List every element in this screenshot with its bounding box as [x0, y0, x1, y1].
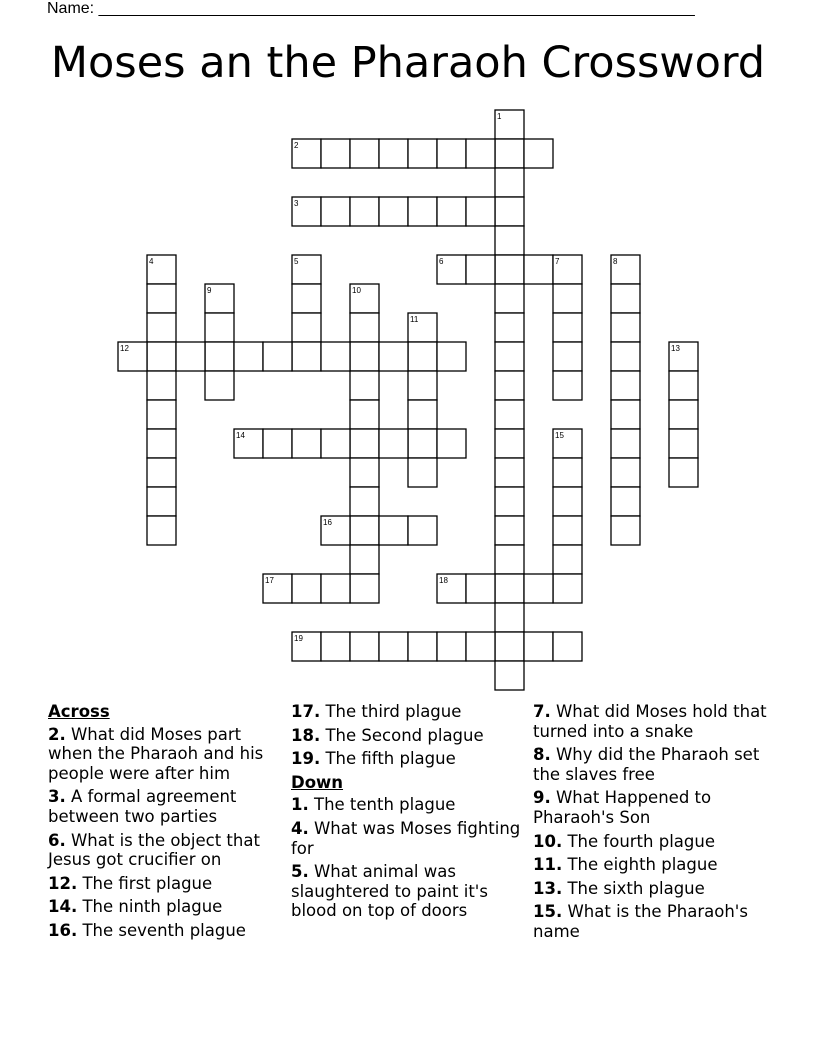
- grid-cell[interactable]: [350, 574, 379, 603]
- grid-cell[interactable]: [292, 342, 321, 371]
- clue-item: [291, 819, 527, 858]
- clue-number: 13.: [533, 878, 563, 898]
- clue-column-3: [533, 702, 773, 946]
- clue-item: [291, 702, 527, 722]
- clue-item: [48, 874, 284, 894]
- grid-cell[interactable]: [350, 632, 379, 661]
- clue-number: 19.: [291, 749, 321, 769]
- grid-cell[interactable]: [611, 371, 640, 400]
- grid-cell[interactable]: [495, 429, 524, 458]
- clue-item: [48, 725, 284, 784]
- clue-number: 17.: [291, 702, 321, 721]
- grid-cell[interactable]: [205, 371, 234, 400]
- clue-text: The first plague: [77, 873, 213, 893]
- cell-number: 3: [294, 199, 299, 208]
- grid-cell[interactable]: [350, 429, 379, 458]
- clue-text: What Happened to Pharaoh's Son: [533, 788, 712, 827]
- grid-cell[interactable]: [437, 139, 466, 168]
- grid-cell[interactable]: [611, 284, 640, 313]
- grid-cell[interactable]: [321, 429, 350, 458]
- grid-cell[interactable]: [495, 632, 524, 661]
- grid-cell[interactable]: [379, 139, 408, 168]
- clue-item: [291, 862, 527, 921]
- down-heading: Down: [291, 772, 344, 792]
- grid-cell[interactable]: [350, 139, 379, 168]
- grid-cell[interactable]: [437, 197, 466, 226]
- grid-cell[interactable]: [553, 545, 582, 574]
- cell-number: 13: [671, 344, 680, 353]
- grid-cell[interactable]: [408, 458, 437, 487]
- grid-cell[interactable]: [321, 342, 350, 371]
- grid-cell[interactable]: [495, 139, 524, 168]
- grid-cell[interactable]: [437, 342, 466, 371]
- clue-text: The seventh plague: [77, 920, 246, 940]
- grid-cell[interactable]: [321, 197, 350, 226]
- clue-number: 1.: [291, 795, 309, 815]
- grid-cell[interactable]: [495, 545, 524, 574]
- grid-cell[interactable]: [147, 342, 176, 371]
- grid-cell[interactable]: [495, 400, 524, 429]
- grid-cell[interactable]: [147, 516, 176, 545]
- grid-cell[interactable]: [263, 429, 292, 458]
- clue-number: 4.: [291, 818, 309, 838]
- clue-number: 11.: [533, 855, 563, 875]
- grid-cell[interactable]: [466, 632, 495, 661]
- grid-cell[interactable]: [611, 342, 640, 371]
- grid-cell[interactable]: [553, 458, 582, 487]
- cell-number: 6: [439, 257, 444, 266]
- clue-text: The tenth plague: [308, 795, 456, 815]
- grid-cell[interactable]: [495, 284, 524, 313]
- clue-text: The ninth plague: [77, 897, 223, 917]
- grid-cell[interactable]: [495, 342, 524, 371]
- cell-number: 7: [555, 257, 560, 266]
- grid-cell[interactable]: [553, 284, 582, 313]
- grid-cell[interactable]: [379, 632, 408, 661]
- clue-item: [533, 855, 773, 875]
- clue-item: [533, 879, 773, 899]
- grid-cell[interactable]: [292, 284, 321, 313]
- grid-cell[interactable]: [379, 516, 408, 545]
- clue-number: 15.: [533, 902, 563, 922]
- grid-cell[interactable]: [408, 139, 437, 168]
- grid-cell[interactable]: [466, 255, 495, 284]
- clue-column-2: [291, 702, 527, 925]
- grid-cell[interactable]: [495, 458, 524, 487]
- grid-cell[interactable]: [524, 574, 553, 603]
- grid-cell[interactable]: [611, 487, 640, 516]
- cell-number: 19: [294, 634, 303, 643]
- grid-cell[interactable]: [350, 487, 379, 516]
- cell-number: 2: [294, 141, 299, 150]
- cell-number: 5: [294, 257, 299, 266]
- grid-cell[interactable]: [553, 516, 582, 545]
- grid-cell[interactable]: [292, 574, 321, 603]
- grid-cell[interactable]: [611, 400, 640, 429]
- clue-text: What is the object that Jesus got crucifier on: [48, 830, 260, 870]
- cell-number: 1: [497, 112, 502, 121]
- clue-text: The Second plague: [320, 725, 484, 745]
- grid-cell[interactable]: [408, 516, 437, 545]
- grid-cell[interactable]: [669, 458, 698, 487]
- cell-number: 11: [410, 315, 419, 324]
- grid-cell[interactable]: [553, 632, 582, 661]
- clue-number: 8.: [533, 745, 551, 765]
- grid-cell[interactable]: [553, 487, 582, 516]
- clue-item: [533, 702, 773, 741]
- grid-cell[interactable]: [379, 429, 408, 458]
- clue-number: 7.: [533, 702, 551, 721]
- grid-cell[interactable]: [205, 342, 234, 371]
- clue-item: [291, 726, 527, 746]
- cell-number: 18: [439, 576, 448, 585]
- grid-cell[interactable]: [321, 632, 350, 661]
- clue-item: [533, 745, 773, 784]
- grid-cell[interactable]: [147, 371, 176, 400]
- clue-text: What was Moses fighting for: [291, 818, 521, 858]
- grid-cell[interactable]: [553, 313, 582, 342]
- grid-cell[interactable]: [147, 429, 176, 458]
- grid-cell[interactable]: [437, 632, 466, 661]
- clue-text: What did Moses part when the Pharaoh and his people were after him: [48, 724, 264, 783]
- grid-cell[interactable]: [495, 371, 524, 400]
- clue-text: The fourth plague: [562, 831, 715, 851]
- grid-cell[interactable]: [147, 458, 176, 487]
- grid-cell[interactable]: [466, 197, 495, 226]
- grid-cell[interactable]: [553, 574, 582, 603]
- grid-cell[interactable]: [350, 545, 379, 574]
- grid-cell[interactable]: [553, 371, 582, 400]
- grid-cell[interactable]: [176, 342, 205, 371]
- grid-cell[interactable]: [350, 516, 379, 545]
- cell-number: 15: [555, 431, 564, 440]
- grid-cell[interactable]: [147, 487, 176, 516]
- grid-cell[interactable]: [495, 516, 524, 545]
- clue-number: 9.: [533, 788, 551, 808]
- clue-item: [533, 902, 773, 941]
- clue-text: What animal was slaughtered to paint it's blood on top of doors: [291, 862, 488, 921]
- grid-cell[interactable]: [611, 516, 640, 545]
- grid-cell[interactable]: [408, 197, 437, 226]
- grid-cell[interactable]: [524, 632, 553, 661]
- grid-cell[interactable]: [350, 371, 379, 400]
- grid-cell[interactable]: [437, 429, 466, 458]
- cell-number: 4: [149, 257, 154, 266]
- clue-text: The sixth plague: [562, 878, 705, 898]
- grid-cell[interactable]: [408, 632, 437, 661]
- cell-number: 8: [613, 257, 618, 266]
- grid-cell[interactable]: [292, 429, 321, 458]
- grid-cell[interactable]: [524, 139, 553, 168]
- grid-cell[interactable]: [495, 168, 524, 197]
- grid-cell[interactable]: [495, 226, 524, 255]
- clue-item: [533, 788, 773, 827]
- grid-cell[interactable]: [234, 342, 263, 371]
- cell-number: 17: [265, 576, 274, 585]
- clue-text: What did Moses hold that turned into a snake: [533, 702, 767, 741]
- grid-cell[interactable]: [147, 313, 176, 342]
- clue-item: [48, 831, 284, 870]
- clue-number: 18.: [291, 725, 321, 745]
- grid-cell[interactable]: [350, 458, 379, 487]
- grid-cell[interactable]: [321, 139, 350, 168]
- grid-cell[interactable]: [350, 313, 379, 342]
- clue-number: 6.: [48, 830, 66, 850]
- clue-column-1: [48, 702, 284, 945]
- grid-cell[interactable]: [321, 574, 350, 603]
- cell-number: 12: [120, 344, 129, 353]
- clue-number: 10.: [533, 831, 563, 851]
- cell-number: 10: [352, 286, 361, 295]
- clue-text: Why did the Pharaoh set the slaves free: [533, 745, 760, 784]
- grid-cell[interactable]: [350, 342, 379, 371]
- cell-number: 9: [207, 286, 212, 295]
- grid-cell[interactable]: [524, 255, 553, 284]
- grid-cell[interactable]: [292, 313, 321, 342]
- page-title: Moses an the Pharaoh Crossword: [50, 38, 766, 88]
- clue-item: [291, 749, 527, 769]
- clue-text: What is the Pharaoh's name: [533, 902, 748, 941]
- across-heading: Across: [48, 702, 110, 721]
- clue-number: 5.: [291, 862, 309, 882]
- grid-cell[interactable]: [466, 574, 495, 603]
- clue-number: 12.: [48, 873, 78, 893]
- grid-cell[interactable]: [379, 342, 408, 371]
- grid-cell[interactable]: [611, 458, 640, 487]
- grid-cell[interactable]: [408, 342, 437, 371]
- grid-cell[interactable]: [611, 313, 640, 342]
- clue-item: [48, 787, 284, 826]
- grid-cell[interactable]: [669, 429, 698, 458]
- name-field-label: Name: ___________________________________________________________________: [47, 0, 695, 17]
- clue-item: [533, 832, 773, 852]
- clue-number: 2.: [48, 724, 66, 744]
- cell-number: 14: [236, 431, 245, 440]
- grid-cell[interactable]: [408, 429, 437, 458]
- grid-cell[interactable]: [408, 400, 437, 429]
- grid-cell[interactable]: [495, 255, 524, 284]
- clue-number: 14.: [48, 897, 78, 917]
- clue-item: [291, 795, 527, 815]
- grid-cell[interactable]: [466, 139, 495, 168]
- cell-number: 16: [323, 518, 332, 527]
- clue-number: 16.: [48, 920, 78, 940]
- grid-cell[interactable]: [669, 400, 698, 429]
- grid-cell[interactable]: [495, 487, 524, 516]
- grid-cell[interactable]: [495, 661, 524, 690]
- grid-cell[interactable]: [495, 574, 524, 603]
- grid-cell[interactable]: [669, 371, 698, 400]
- clue-item: [48, 897, 284, 917]
- grid-cell[interactable]: [350, 400, 379, 429]
- grid-cell[interactable]: [379, 197, 408, 226]
- clue-text: The eighth plague: [562, 855, 718, 875]
- grid-cell[interactable]: [263, 342, 292, 371]
- clue-item: [48, 921, 284, 941]
- grid-cell[interactable]: [350, 197, 379, 226]
- grid-cell[interactable]: [205, 313, 234, 342]
- grid-cell[interactable]: [495, 197, 524, 226]
- grid-cell[interactable]: [611, 429, 640, 458]
- grid-cell[interactable]: [495, 313, 524, 342]
- clue-text: The fifth plague: [320, 749, 456, 769]
- grid-cell[interactable]: [553, 342, 582, 371]
- grid-cell[interactable]: [147, 400, 176, 429]
- clue-text: The third plague: [320, 702, 462, 721]
- grid-cell[interactable]: [495, 603, 524, 632]
- grid-cell[interactable]: [408, 371, 437, 400]
- clue-number: 3.: [48, 787, 66, 807]
- grid-cell[interactable]: [147, 284, 176, 313]
- clue-text: A formal agreement between two parties: [48, 787, 237, 826]
